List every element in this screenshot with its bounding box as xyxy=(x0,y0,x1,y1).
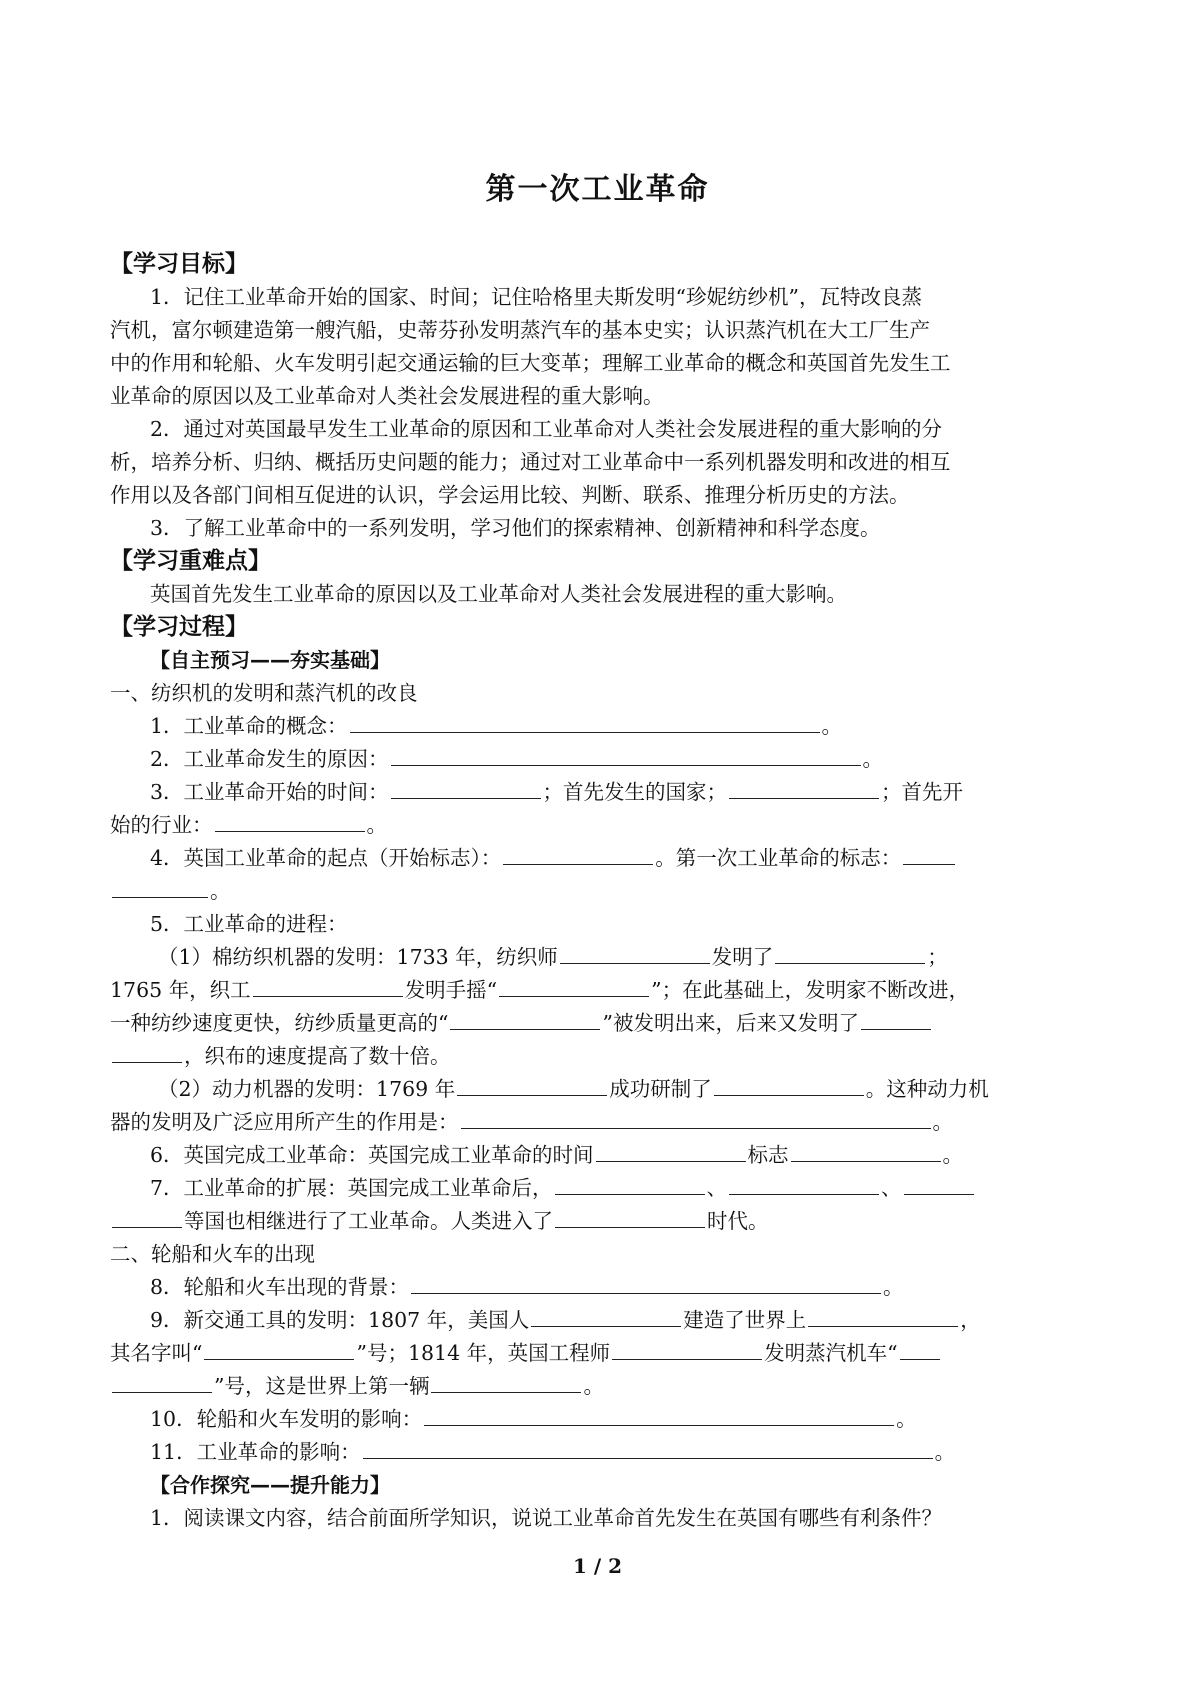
question-6 xyxy=(110,1139,1085,1172)
question-7-text: 、 xyxy=(881,1176,902,1200)
answer-blank[interactable] xyxy=(729,1172,879,1195)
question-5-2 xyxy=(110,1073,1085,1106)
question-9-text: 发明蒸汽机车“ xyxy=(764,1341,898,1365)
question-5-2-text: （2）动力机器的发明：1769 年 xyxy=(158,1077,456,1101)
question-9 xyxy=(110,1304,1085,1337)
question-7-text: 、 xyxy=(706,1176,728,1200)
period: 。 xyxy=(583,1374,604,1398)
question-10-label: 10．轮船和火车发明的影响： xyxy=(150,1407,423,1431)
period: 。 xyxy=(883,1275,904,1299)
answer-blank[interactable] xyxy=(204,1337,354,1360)
question-5-1-cont-3 xyxy=(110,1040,1085,1073)
question-5-1-text: ； xyxy=(927,945,948,969)
answer-blank[interactable] xyxy=(612,1337,762,1360)
question-7-cont xyxy=(110,1205,1085,1238)
question-11 xyxy=(110,1436,1085,1469)
answer-blank[interactable] xyxy=(904,1172,974,1195)
answer-blank[interactable] xyxy=(503,842,653,865)
section-header-key: 【学习重难点】 xyxy=(110,548,271,574)
answer-blank[interactable] xyxy=(791,1139,941,1162)
period: 。 xyxy=(942,1143,964,1167)
page-title: 第一次工业革命 xyxy=(485,172,710,207)
goal-1-line-1: 1．记住工业革命开始的国家、时间；记住哈格里夫斯发明“珍妮纺纱机”，瓦特改良蒸 xyxy=(150,285,923,309)
question-2 xyxy=(110,743,1085,776)
document-page xyxy=(110,0,1085,1684)
answer-blank[interactable] xyxy=(461,1106,931,1129)
question-6-text: 6．英国完成工业革命：英国完成工业革命的时间 xyxy=(150,1143,594,1167)
question-5-1-text: 1765 年，织工 xyxy=(110,978,251,1002)
question-9-text: ”号；1814 年，英国工程师 xyxy=(356,1341,611,1365)
section-header-goals: 【学习目标】 xyxy=(110,251,248,277)
answer-blank[interactable] xyxy=(391,743,861,766)
goal-2-line-2: 析，培养分析、归纳、概括历史问题的能力；通过对工业革命中一系列机器发明和改进的相互 xyxy=(110,450,951,474)
question-5-2-text: 器的发明及广泛应用所产生的作用是： xyxy=(110,1110,459,1134)
part-1-heading: 一、纺织机的发明和蒸汽机的改良 xyxy=(110,681,418,705)
answer-blank[interactable] xyxy=(350,710,820,733)
document-body xyxy=(110,248,1085,1535)
question-6-text: 标志 xyxy=(747,1143,789,1167)
period: 。 xyxy=(821,714,843,738)
answer-blank[interactable] xyxy=(499,974,649,997)
answer-blank[interactable] xyxy=(431,1370,581,1393)
answer-blank[interactable] xyxy=(714,1073,864,1096)
answer-blank[interactable] xyxy=(775,941,925,964)
goal-3: 3．了解工业革命中的一系列发明，学习他们的探索精神、创新精神和科学态度。 xyxy=(150,516,881,540)
answer-blank[interactable] xyxy=(457,1073,607,1096)
cooperation-question-1: 1．阅读课文内容，结合前面所学知识，说说工业革命首先发生在英国有哪些有利条件？ xyxy=(150,1506,943,1530)
answer-blank[interactable] xyxy=(861,1007,931,1030)
question-8 xyxy=(110,1271,1085,1304)
question-5-1-text: 发明了 xyxy=(711,945,774,969)
answer-blank[interactable] xyxy=(215,809,365,832)
question-5-1-text: （1）棉纺织机器的发明：1733 年，纺织师 xyxy=(158,945,558,969)
answer-blank[interactable] xyxy=(903,842,955,865)
question-3-text: ；首先开 xyxy=(881,780,964,804)
question-5-1-cont-1 xyxy=(110,974,1085,1007)
question-9-text: 其名字叫“ xyxy=(110,1341,203,1365)
question-9-text: ， xyxy=(960,1308,981,1332)
answer-blank[interactable] xyxy=(531,1304,681,1327)
question-3-text: 始的行业： xyxy=(110,813,213,837)
part-2-heading: 二、轮船和火车的出现 xyxy=(110,1242,315,1266)
question-10 xyxy=(110,1403,1085,1436)
answer-blank[interactable] xyxy=(112,1370,212,1393)
question-9-cont-2 xyxy=(110,1370,1085,1403)
question-7-text: 7．工业革命的扩展：英国完成工业革命后， xyxy=(150,1176,553,1200)
question-7-text: 等国也相继进行了工业革命。人类进入了 xyxy=(184,1209,553,1233)
answer-blank[interactable] xyxy=(112,875,208,898)
question-5-1-text: 发明手摇“ xyxy=(404,978,498,1002)
question-9-text: 建造了世界上 xyxy=(683,1308,807,1332)
answer-blank[interactable] xyxy=(596,1139,746,1162)
question-4-text: 。第一次工业革命的标志： xyxy=(655,846,902,870)
answer-blank[interactable] xyxy=(411,1271,881,1294)
period: 。 xyxy=(932,1110,953,1134)
answer-blank[interactable] xyxy=(729,776,879,799)
question-9-cont-1 xyxy=(110,1337,1085,1370)
subsection-preview: 【自主预习——夯实基础】 xyxy=(150,648,390,672)
question-1-label: 1．工业革命的概念： xyxy=(150,714,348,738)
goal-2-line-3: 作用以及各部门间相互促进的认识，学会运用比较、判断、联系、推理分析历史的方法。 xyxy=(110,483,910,507)
goal-1-line-3: 中的作用和轮船、火车发明引起交通运输的巨大变革；理解工业革命的概念和英国首先发生工 xyxy=(110,351,951,375)
answer-blank[interactable] xyxy=(112,1205,182,1228)
question-5-2-text: 。这种动力机 xyxy=(865,1077,989,1101)
answer-blank[interactable] xyxy=(560,941,710,964)
page-number: 1 / 2 xyxy=(572,1554,623,1578)
goal-2-line-1: 2．通过对英国最早发生工业革命的原因和工业革命对人类社会发展进程的重大影响的分 xyxy=(150,417,943,441)
goal-1-line-4: 业革命的原因以及工业革命对人类社会发展进程的重大影响。 xyxy=(110,384,664,408)
question-5: 5．工业革命的进程： xyxy=(150,912,348,936)
period: 。 xyxy=(862,747,884,771)
question-9-text: ”号，这是世界上第一辆 xyxy=(214,1374,430,1398)
answer-blank[interactable] xyxy=(112,1040,182,1063)
question-5-1-text: ”；在此基础上，发明家不断改进， xyxy=(651,978,970,1002)
answer-blank[interactable] xyxy=(900,1337,940,1360)
question-5-2-cont xyxy=(110,1106,1085,1139)
question-7-text: 时代。 xyxy=(707,1209,769,1233)
answer-blank[interactable] xyxy=(363,1436,933,1459)
question-8-label: 8．轮船和火车出现的背景： xyxy=(150,1275,410,1299)
answer-blank[interactable] xyxy=(808,1304,958,1327)
period: 。 xyxy=(896,1407,917,1431)
answer-blank[interactable] xyxy=(424,1403,894,1426)
question-5-1 xyxy=(110,941,1085,974)
question-7 xyxy=(110,1172,1085,1205)
question-5-1-cont-2 xyxy=(110,1007,1085,1040)
question-4 xyxy=(110,842,1085,875)
period: 。 xyxy=(934,1440,956,1464)
question-3-text: ；首先发生的国家； xyxy=(542,780,728,804)
answer-blank[interactable] xyxy=(450,1007,600,1030)
section-header-process: 【学习过程】 xyxy=(110,614,248,640)
answer-blank[interactable] xyxy=(555,1172,705,1195)
question-2-label: 2．工业革命发生的原因： xyxy=(150,747,389,771)
question-5-2-text: 成功研制了 xyxy=(609,1077,712,1101)
question-11-label: 11．工业革命的影响： xyxy=(150,1440,361,1464)
question-4-cont xyxy=(110,875,1085,908)
question-5-1-text: 一种纺纱速度更快，纺纱质量更高的“ xyxy=(110,1011,449,1035)
question-1 xyxy=(110,710,1085,743)
question-4-label: 4．英国工业革命的起点（开始标志）： xyxy=(150,846,502,870)
question-9-text: 9．新交通工具的发明：1807 年，美国人 xyxy=(150,1308,530,1332)
question-5-1-text: ”被发明出来，后来又发明了 xyxy=(602,1011,859,1035)
answer-blank[interactable] xyxy=(555,1205,705,1228)
answer-blank[interactable] xyxy=(253,974,403,997)
question-3 xyxy=(110,776,1085,809)
answer-blank[interactable] xyxy=(391,776,541,799)
question-5-1-text: ，织布的速度提高了数十倍。 xyxy=(184,1044,451,1068)
period: 。 xyxy=(366,813,387,837)
goal-1-line-2: 汽机，富尔顿建造第一艘汽船，史蒂芬孙发明蒸汽车的基本史实；认识蒸汽机在大工厂生产 xyxy=(110,318,930,342)
question-3-cont xyxy=(110,809,1085,842)
subsection-cooperation: 【合作探究——提升能力】 xyxy=(150,1473,390,1497)
key-text: 英国首先发生工业革命的原因以及工业革命对人类社会发展进程的重大影响。 xyxy=(150,582,847,606)
question-3-label: 3．工业革命开始的时间： xyxy=(150,780,389,804)
period: 。 xyxy=(210,879,231,903)
